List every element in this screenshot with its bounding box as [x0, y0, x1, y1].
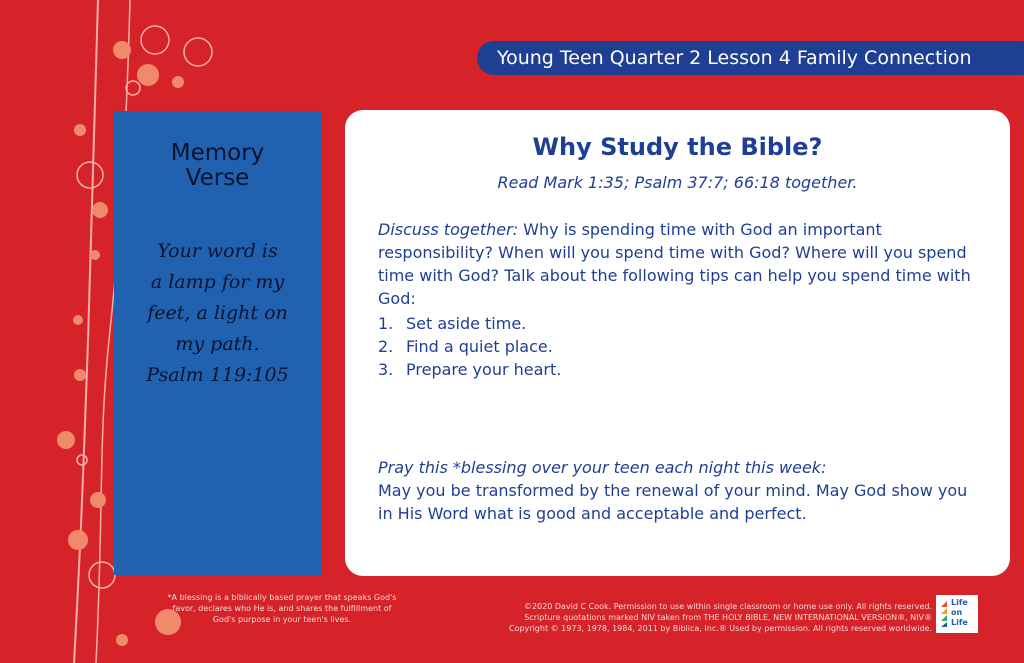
blessing-footnote: *A blessing is a biblically based prayer that speaks God's favor, declares who He is, and shares the fulfillment of God's purpose in your teen's lives. — [167, 593, 397, 624]
copyright-line: ©2020 David C Cook. Permission to use within single classroom or home use only. All rights reserved. — [523, 602, 932, 611]
lesson-title: Young Teen Quarter 2 Lesson 4 Family Connection — [497, 47, 972, 69]
memory-verse-line: feet, a light on — [147, 302, 288, 324]
copyright-line: Scripture quotations marked NIV taken from THE HOLY BIBLE, NEW INTERNATIONAL VERSION®, NIV® — [524, 613, 932, 622]
memory-verse-card — [114, 111, 321, 575]
list-item-text: Find a quiet place. — [406, 337, 553, 356]
content-title: Why Study the Bible? — [532, 133, 823, 161]
memory-verse-title-line: Memory — [170, 140, 265, 166]
logo-line: on — [951, 608, 963, 617]
reading-instruction: Read Mark 1:35; Psalm 37:7; 66:18 together. — [497, 173, 858, 192]
discussion-text: Why is spending time with God an important responsibility? When will you spend time with God? Where will you spend time with God? Talk about the following tips can help you spend time with God: — [378, 220, 971, 308]
list-item — [378, 335, 978, 358]
discussion-label: Discuss together: — [378, 220, 519, 239]
list-item-text: Prepare your heart. — [406, 360, 562, 379]
list-item-number: 3. — [378, 360, 394, 379]
tips-list — [378, 312, 978, 381]
list-item — [378, 358, 978, 381]
copyright-line: Copyright © 1973, 1978, 1984, 2011 by Biblica, Inc.® Used by permission. All rights reserved worldwide. — [509, 624, 932, 633]
prayer-label: Pray this *blessing over your teen each night this week: — [378, 458, 827, 477]
list-item — [378, 312, 978, 335]
memory-verse-text — [114, 236, 321, 391]
list-item-text: Set aside time. — [406, 314, 527, 333]
logo-text — [951, 598, 977, 628]
discussion-paragraph — [378, 218, 978, 310]
list-item-number: 1. — [378, 314, 394, 333]
lesson-title-banner — [477, 41, 1024, 75]
memory-verse-title-line: Verse — [185, 165, 250, 191]
memory-verse-reference: Psalm 119:105 — [146, 364, 289, 386]
copyright-notice — [420, 601, 932, 634]
list-item-number: 2. — [378, 337, 394, 356]
memory-verse-line: Your word is — [157, 240, 278, 262]
logo-line: Life — [951, 618, 968, 627]
life-on-life-logo — [936, 595, 978, 633]
memory-verse-title — [114, 141, 321, 191]
prayer-text: May you be transformed by the renewal of your mind. May God show you in His Word what is good and acceptable and perfect. — [378, 481, 968, 523]
logo-stripes-icon — [939, 601, 949, 627]
memory-verse-line: my path. — [175, 333, 260, 355]
memory-verse-line: a lamp for my — [150, 271, 285, 293]
lesson-content-card — [345, 110, 1010, 576]
logo-line: Life — [951, 598, 968, 607]
